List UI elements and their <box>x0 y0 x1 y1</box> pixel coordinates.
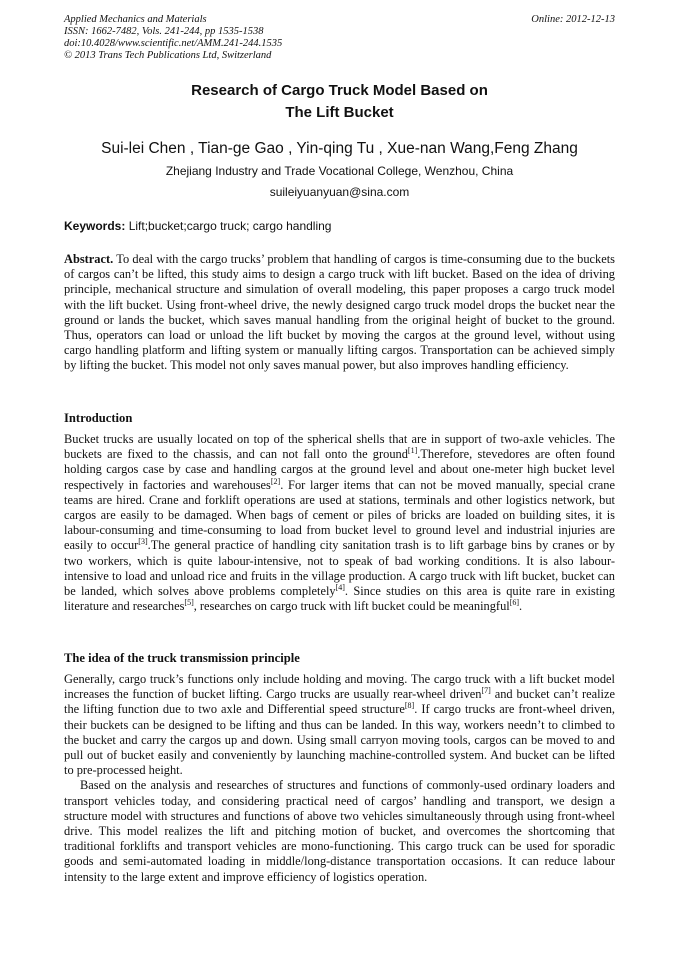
introduction-section <box>64 432 615 614</box>
principle-paragraph-2: Based on the analysis and researches of structures and functions of commonly-used ordinary loaders and transport vehicles today, and considering practical need of cargos’ handling and transport, we design a structure model with structures and functions of above two vehicles simultaneously through using front-wheel drive. This model realizes the lift and pitching motion of bucket, and overcomes the shortcoming that traditional forklifts and transport vehicles are mono-functioning. This cargo truck can be used for sporadic goods and semi-automated loading in middle/long-distance transportation occasions. It can reduce labour intensity to the large extent and improve efficiency of logistics operation. <box>64 778 615 884</box>
title-line-2: The Lift Bucket <box>285 104 394 121</box>
keywords-text: Lift;bucket;cargo truck; cargo handling <box>125 219 332 233</box>
transmission-principle-section <box>64 672 615 885</box>
online-date: Online: 2012-12-13 <box>531 14 615 25</box>
intro-text: , researches on cargo truck with lift bucket could be meaningful <box>193 599 510 614</box>
citation-8: [8] <box>404 701 415 711</box>
introduction-paragraph <box>64 432 615 614</box>
section-heading-transmission-principle: The idea of the truck transmission principle <box>64 651 300 665</box>
principle-text: . If cargo trucks are front-wheel driven, their buckets can be designed to be lifting and thus can be landed. In this way, workers needn’t to climbed to the bucket and carry the cargos up and down. Using small carryon moving tools, cargos can be moved to and pull out of bucket easily and conveniently by launching machine-controlled system. And bucket can be lifted to pre-processed height. <box>64 702 616 778</box>
intro-text: Bucket trucks are usually located on top of the spherical shells that are in support of two-axle vehicles. The buckets are fixed to the chassis, and can not fall onto the ground <box>64 432 615 462</box>
principle-text: Generally, cargo truck’s functions only include holding and moving. The cargo truck with a lift bucket model increases the function of bucket lifting. Cargo trucks are usually rear-wheel driven <box>64 672 615 702</box>
citation-1: [1] <box>407 446 418 456</box>
citation-3: [3] <box>138 537 148 547</box>
authors: Sui-lei Chen , Tian-ge Gao , Yin-qing Tu , Xue-nan Wang,Feng Zhang <box>101 140 578 157</box>
intro-text: .The general practice of handling city sanitation trash is to lift garbage bins by cranes or by two workers, which is quite labour-intensive, not to speak of bad working conditions. It is also labour-intensive to load and unload rice and fruits in the village production. A cargo truck with lift bucket, bucket can be landed, which solves above problems completely <box>64 538 615 599</box>
abstract <box>64 252 615 374</box>
citation-7: [7] <box>481 686 491 696</box>
journal-header <box>64 14 615 62</box>
abstract-text: To deal with the cargo trucks’ problem that handling of cargos is time-consuming due to the buckets of cargos can’t be lifted, this study aims to design a cargo truck with lift bucket. Based on the idea of driving principle, mechanical structure and simulation of overall modeling, this paper proposes a cargo truck model with the lift bucket. Using front-wheel drive, the newly designed cargo truck model drops the bucket near the ground or lands the bucket, which saves manual handling from the original height of bucket to the ground. Thus, operators can load or unload the lift bucket by moving the cargos at the ground level, without using cargo handling platform and lifting system or manually lifting cargos. Transportation can be achieved simply by lifting the bucket. This model not only saves manual power, but also improves handling efficiency. <box>64 252 615 373</box>
copyright-line: © 2013 Trans Tech Publications Ltd, Switzerland <box>64 50 272 61</box>
author-email: suileiyuanyuan@sina.com <box>269 185 410 199</box>
citation-2: [2] <box>270 476 281 486</box>
doi-line: doi:10.4028/www.scientific.net/AMM.241-244.1535 <box>64 38 283 49</box>
citation-4: [4] <box>335 582 345 592</box>
affiliation: Zhejiang Industry and Trade Vocational College, Wenzhou, China <box>165 164 514 178</box>
citation-5: [5] <box>184 598 194 608</box>
title-line-1: Research of Cargo Truck Model Based on <box>191 82 488 99</box>
intro-text: .Therefore, stevedores are often found holding cargos case by case and handling cargos at the ground level and about one-meter high bucket level respectively in factories and warehouses <box>64 447 616 492</box>
keywords-label: Keywords: <box>64 219 126 233</box>
citation-6: [6] <box>509 598 520 608</box>
paper-title <box>64 80 615 124</box>
keywords <box>64 218 615 234</box>
intro-text: . For larger items that can not be moved manually, special crane teams are hired. Crane and forklift operations are used at stations, terminals and other logistics network, but cargos are easily to be damaged. When bags of cement or piles of bricks are loaded on building sites, it is labour-consuming and time-consuming to load from bucket level to ground level and industrial injuries are easily to occur <box>64 477 615 553</box>
issn-line: ISSN: 1662-7482, Vols. 241-244, pp 1535-1538 <box>64 26 264 37</box>
intro-text: . <box>519 599 523 614</box>
principle-text: and bucket can’t realize the lifting function due to two axle and Differential speed structure <box>64 687 615 717</box>
principle-paragraph-1 <box>64 672 615 778</box>
journal-name: Applied Mechanics and Materials <box>64 14 207 25</box>
intro-text: . Since studies on this area is quite rare in existing literature and researches <box>64 584 615 614</box>
section-heading-introduction: Introduction <box>64 411 133 425</box>
abstract-label: Abstract. <box>64 252 114 266</box>
